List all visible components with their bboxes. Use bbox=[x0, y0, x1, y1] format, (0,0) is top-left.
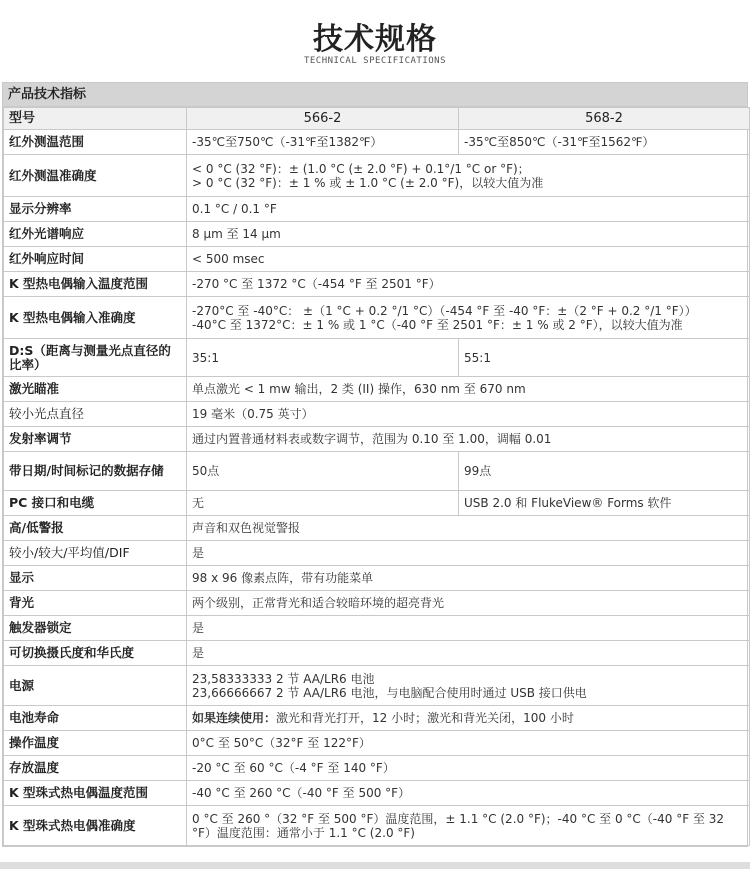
table-row bbox=[4, 516, 750, 541]
model-568-2: 568-2 bbox=[459, 108, 750, 130]
table-row bbox=[4, 616, 750, 641]
table-row bbox=[4, 197, 750, 222]
table-row bbox=[4, 402, 750, 427]
row-value-568: -35℃至850℃（-31℉至1562℉） bbox=[459, 130, 750, 155]
row-value: 是 bbox=[187, 541, 750, 566]
model-label: 型号 bbox=[4, 108, 187, 130]
row-label: 显示分辨率 bbox=[4, 197, 187, 222]
table-row bbox=[4, 377, 750, 402]
row-value: < 500 msec bbox=[187, 247, 750, 272]
row-value: -270 °C 至 1372 °C（-454 °F 至 2501 °F） bbox=[187, 272, 750, 297]
table-row bbox=[4, 756, 750, 781]
table-row bbox=[4, 706, 750, 731]
row-value-566: 无 bbox=[187, 491, 459, 516]
row-label: 操作温度 bbox=[4, 731, 187, 756]
row-value: 0.1 °C / 0.1 °F bbox=[187, 197, 750, 222]
row-value-568: 55:1 bbox=[459, 339, 750, 377]
table-row bbox=[4, 781, 750, 806]
row-label: 电池寿命 bbox=[4, 706, 187, 731]
table-row bbox=[4, 452, 750, 491]
row-value-line: > 0 °C (32 °F)：± 1 % 或 ± 1.0 °C (± 2.0 °F)，以较大值为准 bbox=[192, 175, 544, 190]
row-label: 红外测温准确度 bbox=[4, 155, 187, 197]
row-value-566: 35:1 bbox=[187, 339, 459, 377]
row-label: 触发器锁定 bbox=[4, 616, 187, 641]
row-label: 背光 bbox=[4, 591, 187, 616]
row-value-text: 激光和背光打开，12 小时；激光和背光关闭，100 小时 bbox=[276, 711, 574, 725]
row-label: 高/低警报 bbox=[4, 516, 187, 541]
row-value-line: 23,58333333 2 节 AA/LR6 电池 bbox=[192, 671, 375, 686]
row-label: 红外光谱响应 bbox=[4, 222, 187, 247]
row-label: K 型热电偶输入准确度 bbox=[4, 297, 187, 339]
table-row bbox=[4, 641, 750, 666]
table-row bbox=[4, 247, 750, 272]
section-title: 产品技术指标 bbox=[3, 83, 747, 107]
table-row bbox=[4, 731, 750, 756]
row-value-line: -40°C 至 1372°C：± 1 % 或 1 °C（-40 °F 至 2501 °F：± 1 % 或 2 °F），以较大值为准 bbox=[192, 317, 683, 332]
row-value: 两个级别，正常背光和适合较暗环境的超亮背光 bbox=[187, 591, 750, 616]
table-row bbox=[4, 427, 750, 452]
table-row bbox=[4, 666, 750, 706]
row-label: K 型珠式热电偶准确度 bbox=[4, 806, 187, 846]
table-row bbox=[4, 297, 750, 339]
row-value bbox=[187, 155, 750, 197]
row-label: 较小光点直径 bbox=[4, 402, 187, 427]
row-value bbox=[187, 706, 750, 731]
table-row-model bbox=[4, 108, 750, 130]
table-row bbox=[4, 491, 750, 516]
table-row bbox=[4, 566, 750, 591]
row-label: K 型珠式热电偶温度范围 bbox=[4, 781, 187, 806]
table-row bbox=[4, 155, 750, 197]
table-row bbox=[4, 806, 750, 846]
bottom-divider bbox=[0, 862, 750, 869]
row-value: 单点激光 < 1 mw 输出，2 类 (II) 操作，630 nm 至 670 nm bbox=[187, 377, 750, 402]
row-value-566: 50点 bbox=[187, 452, 459, 491]
row-value: 0 °C 至 260 °（32 °F 至 500 °F）温度范围，± 1.1 °C (2.0 °F)；-40 °C 至 0 °C（-40 °F 至 32 °F）温度范围：通常小于 1.1 °C (2.0 °F) bbox=[187, 806, 750, 846]
row-value: 是 bbox=[187, 616, 750, 641]
row-label: 存放温度 bbox=[4, 756, 187, 781]
spec-table-container bbox=[2, 82, 748, 847]
row-value-line: < 0 °C (32 °F)：± (1.0 °C (± 2.0 °F) + 0.1°/1 °C or °F)； bbox=[192, 161, 530, 176]
row-label: 红外测温范围 bbox=[4, 130, 187, 155]
row-value-line: -270°C 至 -40°C： ±（1 °C + 0.2 °/1 °C）（-454 °F 至 -40 °F：±（2 °F + 0.2 °/1 °F）） bbox=[192, 303, 697, 318]
row-label: D:S（距离与测量光点直径的比率） bbox=[4, 339, 187, 377]
row-label: 较小/较大/平均值/DIF bbox=[4, 541, 187, 566]
row-label: 电源 bbox=[4, 666, 187, 706]
row-value-568: 99点 bbox=[459, 452, 750, 491]
row-label: 激光瞄准 bbox=[4, 377, 187, 402]
row-label: 可切换摄氏度和华氏度 bbox=[4, 641, 187, 666]
row-value: 是 bbox=[187, 641, 750, 666]
page-header bbox=[0, 0, 750, 80]
row-label: 带日期/时间标记的数据存储 bbox=[4, 452, 187, 491]
row-label: PC 接口和电缆 bbox=[4, 491, 187, 516]
row-value-566: -35℃至750℃（-31℉至1382℉） bbox=[187, 130, 459, 155]
row-label: 红外响应时间 bbox=[4, 247, 187, 272]
row-label: 发射率调节 bbox=[4, 427, 187, 452]
row-value bbox=[187, 666, 750, 706]
table-row bbox=[4, 222, 750, 247]
row-value: 8 µm 至 14 µm bbox=[187, 222, 750, 247]
table-row bbox=[4, 130, 750, 155]
row-value: 通过内置普通材料表或数字调节，范围为 0.10 至 1.00，调幅 0.01 bbox=[187, 427, 750, 452]
row-value: -40 °C 至 260 °C（-40 °F 至 500 °F） bbox=[187, 781, 750, 806]
table-row bbox=[4, 591, 750, 616]
row-value bbox=[187, 297, 750, 339]
page-title: 技术规格 bbox=[313, 22, 437, 57]
row-label: 显示 bbox=[4, 566, 187, 591]
row-value-line: 23,66666667 2 节 AA/LR6 电池，与电脑配合使用时通过 USB 接口供电 bbox=[192, 685, 587, 700]
page-subtitle: TECHNICAL SPECIFICATIONS bbox=[303, 56, 447, 66]
model-566-2: 566-2 bbox=[187, 108, 459, 130]
row-value: 声音和双色视觉警报 bbox=[187, 516, 750, 541]
row-label: K 型热电偶输入温度范围 bbox=[4, 272, 187, 297]
row-value-568: USB 2.0 和 FlukeView® Forms 软件 bbox=[459, 491, 750, 516]
row-value-lead: 如果连续使用： bbox=[192, 711, 277, 725]
row-value: -20 °C 至 60 °C（-4 °F 至 140 °F） bbox=[187, 756, 750, 781]
table-row bbox=[4, 541, 750, 566]
row-value: 98 x 96 像素点阵，带有功能菜单 bbox=[187, 566, 750, 591]
table-row bbox=[4, 339, 750, 377]
row-value: 0°C 至 50°C（32°F 至 122°F） bbox=[187, 731, 750, 756]
spec-table bbox=[3, 107, 750, 846]
table-row bbox=[4, 272, 750, 297]
row-value: 19 毫米（0.75 英寸） bbox=[187, 402, 750, 427]
